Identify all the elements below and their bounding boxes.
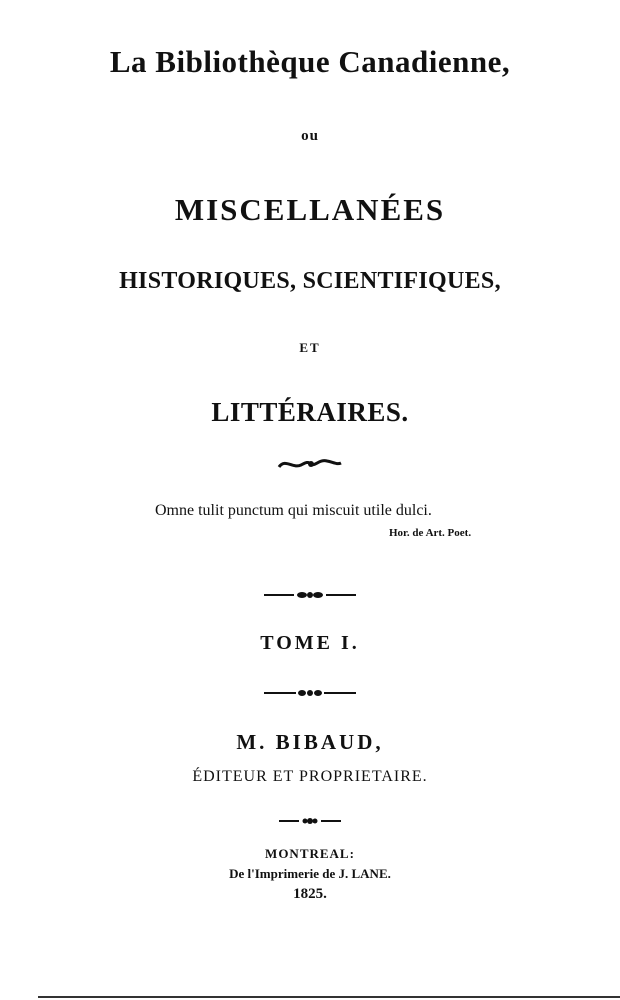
imprint-city: MONTREAL: — [265, 846, 355, 861]
ornament-rule-icon — [0, 814, 620, 833]
ornament-swash-icon — [0, 455, 620, 478]
author-name: M. BIBAUD, — [236, 730, 384, 754]
imprint-year: 1825. — [293, 886, 327, 902]
ornament-rule-icon — [0, 686, 620, 705]
bottom-edge-rule — [38, 996, 620, 998]
imprint-printer: De l'Imprimerie de J. LANE. — [229, 866, 391, 881]
subtitle-line-3: LITTÉRAIRES. — [211, 397, 409, 427]
volume-label: TOME I. — [260, 632, 360, 654]
subtitle-main: MISCELLANÉES — [174, 192, 446, 227]
conjunction-ou: ou — [301, 128, 319, 144]
latin-motto: Omne tulit punctum qui miscuit utile dulci. — [155, 502, 432, 519]
subtitle-line-2: HISTORIQUES, SCIENTIFIQUES, — [119, 268, 501, 294]
book-title: La Bibliothèque Canadienne, — [109, 44, 511, 79]
ornament-rule-icon — [0, 588, 620, 607]
author-role: ÉDITEUR ET PROPRIETAIRE. — [192, 768, 428, 785]
motto-source: Hor. de Art. Poet. — [389, 527, 472, 539]
subtitle-and: ET — [299, 340, 321, 355]
